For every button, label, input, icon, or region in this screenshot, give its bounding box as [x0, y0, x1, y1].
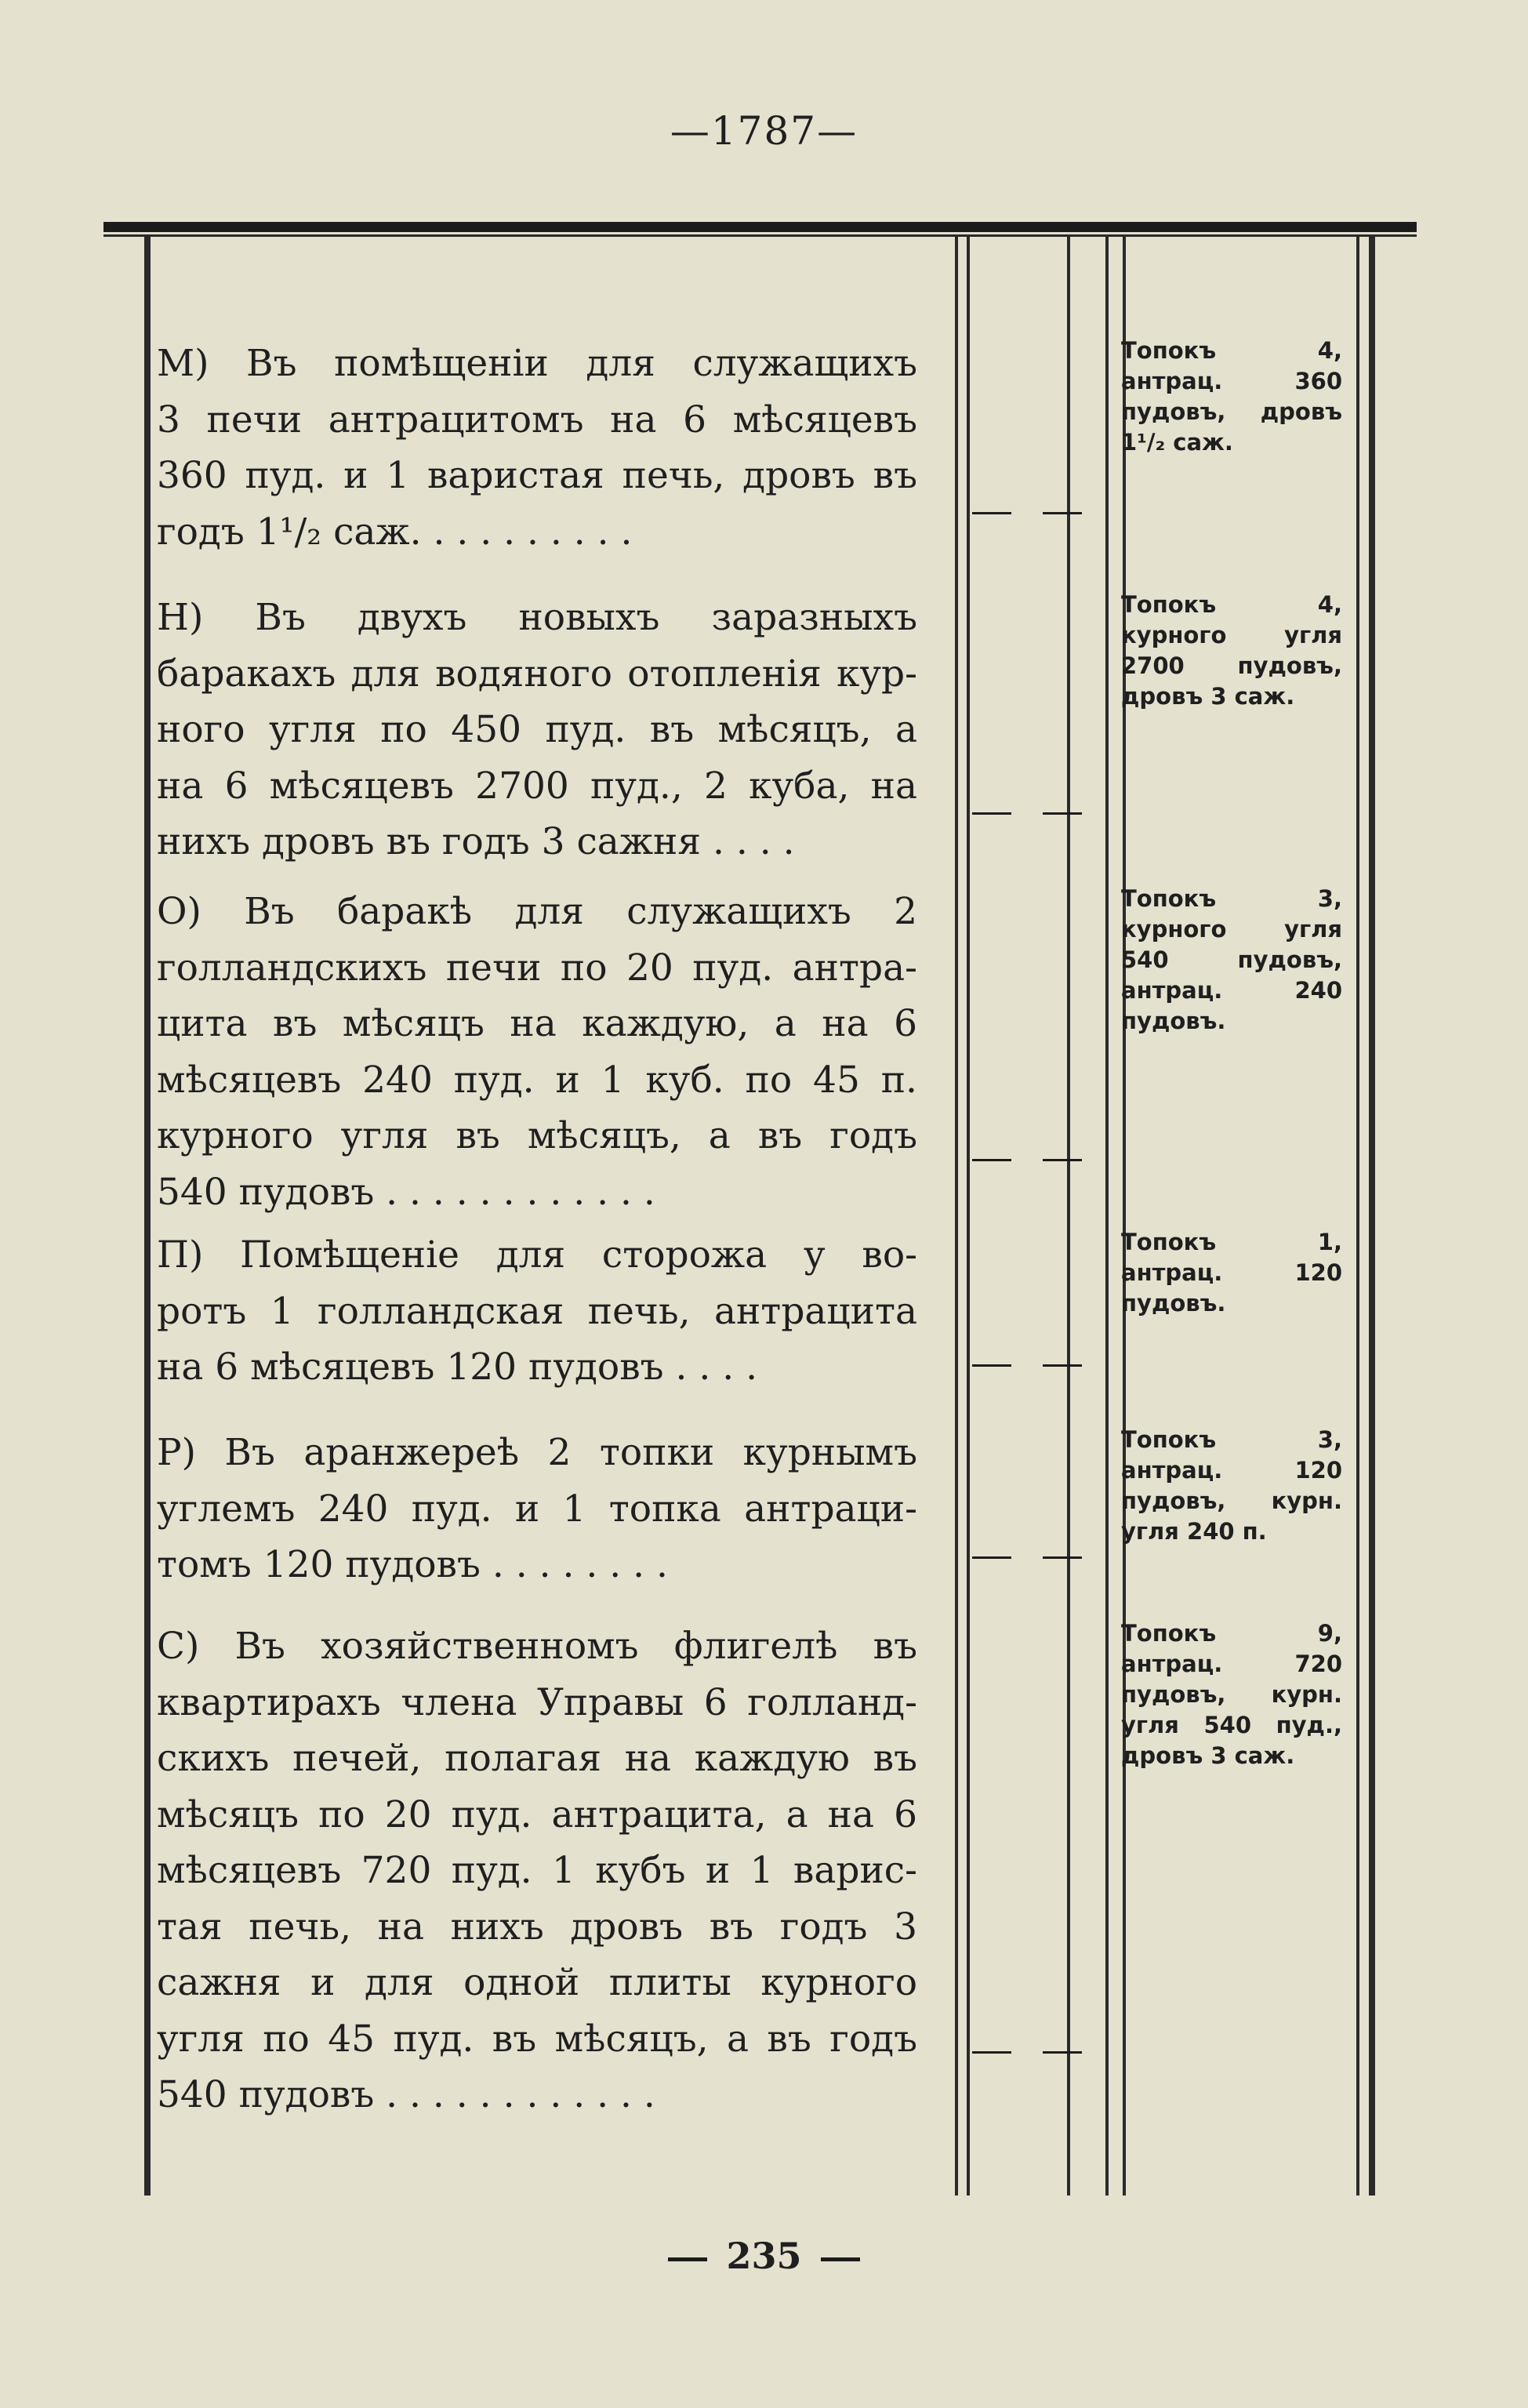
note-o [1121, 884, 1342, 1037]
left-column-rule [144, 235, 151, 2196]
note-line: курного угля [1121, 622, 1342, 648]
note-line: угля 540 пуд., [1121, 1712, 1342, 1738]
entry-line: на 6 мѣсяцевъ 120 пудовъ . . . . [157, 1346, 758, 1389]
note-line: пудовъ, курн. [1121, 1487, 1342, 1514]
empty-dash [972, 512, 1011, 514]
entry-line: на 6 мѣсяцевъ 2700 пуд., 2 куба, на [157, 764, 917, 808]
note-line: Топокъ 4, [1121, 337, 1342, 364]
entry-line: углемъ 240 пуд. и 1 топка антраци- [157, 1487, 917, 1531]
note-line: антрац. 120 [1121, 1259, 1342, 1286]
note-line: Топокъ 3, [1121, 885, 1342, 912]
dash-left [668, 2257, 707, 2261]
entry-r [157, 1425, 917, 1593]
note-line: Топокъ 3, [1121, 1426, 1342, 1453]
entry-line: голландскихъ печи по 20 пуд. антра- [157, 946, 917, 990]
right-column-rule [1369, 235, 1375, 2196]
entry-line: курного угля въ мѣсяцъ, а въ годъ [157, 1114, 917, 1157]
note-line: Топокъ 4, [1121, 591, 1342, 618]
empty-dash [1043, 512, 1082, 514]
note-line: пудовъ, курн. [1121, 1681, 1342, 1708]
entry-p [157, 1227, 917, 1396]
entry-line: 360 пуд. и 1 варистая печь, дровъ въ [157, 454, 917, 497]
empty-dash [972, 1556, 1011, 1559]
empty-dash [1043, 2051, 1082, 2054]
entry-line: томъ 120 пудовъ . . . . . . . . [157, 1543, 668, 1586]
note-line: Топокъ 1, [1121, 1229, 1342, 1255]
entry-line: Н) Въ двухъ новыхъ заразныхъ [157, 596, 917, 639]
empty-dash [1043, 1556, 1082, 1559]
column-rule-6 [1356, 235, 1359, 2196]
note-line: дровъ 3 саж. [1121, 683, 1295, 710]
entry-line: угля по 45 пуд. въ мѣсяцъ, а въ годъ [157, 2017, 917, 2061]
page-number-bottom [0, 2235, 1528, 2277]
dash-right [821, 2257, 860, 2261]
top-rule-thin [103, 234, 1417, 237]
entry-line: мѣсяцевъ 720 пуд. 1 кубъ и 1 варис- [157, 1849, 917, 1892]
entry-line: годъ 1¹/₂ саж. . . . . . . . . . [157, 510, 633, 554]
note-line: пудовъ, дровъ [1121, 398, 1342, 425]
note-line: антрац. 360 [1121, 368, 1342, 394]
empty-dash [1043, 812, 1082, 815]
entry-s [157, 1618, 917, 2123]
note-line: антрац. 120 [1121, 1457, 1342, 1484]
note-line: курного угля [1121, 916, 1342, 942]
entry-line: баракахъ для водяного отопленiя кур- [157, 652, 917, 696]
entry-line: Р) Въ аранжереѣ 2 топки курнымъ [157, 1431, 917, 1474]
entry-line: 3 печи антрацитомъ на 6 мѣсяцевъ [157, 398, 917, 441]
entry-line: квартирахъ члена Управы 6 голланд- [157, 1680, 917, 1724]
note-line: антрац. 720 [1121, 1651, 1342, 1677]
page-number-bottom-text: 235 [726, 2235, 802, 2277]
column-rule-4 [1105, 235, 1109, 2196]
entry-line: цита въ мѣсяцъ на каждую, а на 6 [157, 1002, 917, 1045]
entry-line: тая печь, на нихъ дровъ въ годъ 3 [157, 1905, 917, 1949]
note-m [1121, 336, 1342, 458]
note-line: антрац. 240 [1121, 977, 1342, 1004]
note-s [1121, 1618, 1342, 1771]
empty-dash [1043, 1159, 1082, 1161]
empty-dash [972, 2051, 1011, 2054]
entry-line: сажня и для одной плиты курного [157, 1961, 917, 2004]
empty-dash [972, 1159, 1011, 1161]
note-line: 540 пудовъ, [1121, 946, 1342, 973]
note-line: угля 240 п. [1121, 1518, 1267, 1545]
column-rule-3 [1067, 235, 1070, 2196]
entry-line: ротъ 1 голландская печь, антрацита [157, 1289, 917, 1333]
entry-line: ного угля по 450 пуд. въ мѣсяцъ, а [157, 708, 917, 751]
note-r [1121, 1425, 1342, 1547]
entry-line: 540 пудовъ . . . . . . . . . . . . [157, 1170, 655, 1214]
entry-m [157, 336, 917, 560]
empty-dash [972, 812, 1011, 815]
note-line: 1¹/₂ саж. [1121, 429, 1233, 456]
entry-line: О) Въ баракѣ для служащихъ 2 [157, 890, 917, 933]
note-line: пудовъ. [1121, 1008, 1226, 1034]
entry-line: С) Въ хозяйственномъ флигелѣ въ [157, 1625, 917, 1668]
entry-line: П) Помѣщенiе для сторожа у во- [157, 1233, 917, 1277]
entry-line: М) Въ помѣщенiи для служащихъ [157, 342, 917, 385]
entry-line: скихъ печей, полагая на каждую въ [157, 1737, 917, 1780]
entry-line: мѣсяцевъ 240 пуд. и 1 куб. по 45 п. [157, 1058, 917, 1102]
note-line: 2700 пудовъ, [1121, 652, 1342, 679]
note-line: Топокъ 9, [1121, 1620, 1342, 1647]
empty-dash [972, 1364, 1011, 1367]
entry-line: 540 пудовъ . . . . . . . . . . . . [157, 2073, 655, 2116]
column-rule-2 [967, 235, 970, 2196]
entry-n [157, 590, 917, 870]
note-p [1121, 1227, 1342, 1319]
column-rule-5 [1123, 235, 1126, 2196]
top-rule [103, 222, 1417, 232]
empty-dash [1043, 1364, 1082, 1367]
note-line: пудовъ. [1121, 1290, 1226, 1317]
entry-line: мѣсяцъ по 20 пуд. антрацита, а на 6 [157, 1792, 917, 1836]
column-rule-1 [955, 235, 958, 2196]
page-number-top: —1787— [670, 108, 858, 154]
note-line: дровъ 3 саж. [1121, 1742, 1295, 1769]
entry-line: нихъ дровъ въ годъ 3 сажня . . . . [157, 820, 795, 863]
note-n [1121, 590, 1342, 712]
entry-o [157, 884, 917, 1220]
